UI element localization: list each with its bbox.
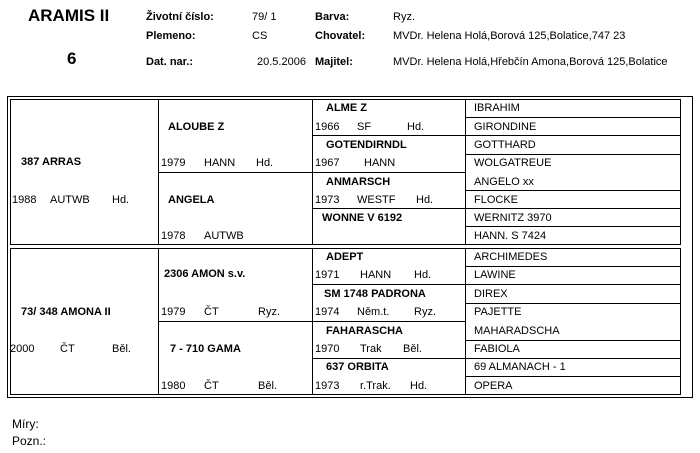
gen3-breed: HANN (364, 157, 396, 169)
gen3-breed: SF (357, 121, 372, 133)
gen3-name: 637 ORBITA (326, 361, 389, 373)
gen3-year: 1973 (315, 194, 340, 206)
gen3-name: FAHARASCHA (326, 325, 403, 337)
barva-value: Ryz. (393, 11, 415, 23)
gen4-name: FABIOLA (474, 343, 520, 355)
col-divider (465, 248, 466, 395)
gen3-name: GOTENDIRNDL (326, 139, 407, 151)
majitel-value: MVDr. Helena Holá,Hřebčín Amona,Borová 125,Bolatice (393, 56, 668, 68)
row-divider (465, 190, 681, 191)
gen3-year: 1970 (315, 343, 340, 355)
gen3-breed: HANN (360, 269, 392, 281)
gen4-name: ARCHIMEDES (474, 251, 548, 263)
gen2-color: Ryz. (258, 306, 280, 318)
gen3-year: 1971 (315, 269, 340, 281)
row-divider (158, 321, 465, 322)
horse-number: 6 (67, 49, 77, 68)
gen3-color: Hd. (416, 194, 434, 206)
gen4-name: LAWINE (474, 269, 516, 281)
gen4-name: DIREX (474, 288, 508, 300)
sire-name: 387 ARRAS (21, 156, 82, 168)
sire-year: 1988 (12, 194, 37, 206)
gen3-year: 1974 (315, 306, 340, 318)
row-divider (158, 172, 465, 173)
gen4-name: WERNITZ 3970 (474, 212, 552, 224)
gen4-name: ANGELO xx (474, 176, 534, 188)
zivotni-cislo-label: Životní číslo: (146, 11, 214, 23)
gen3-breed: Trak (360, 343, 382, 355)
row-divider (465, 117, 681, 118)
gen3-breed: r.Trak. (360, 380, 391, 392)
gen2-year: 1980 (161, 380, 186, 392)
gen4-name: MAHARADSCHA (474, 325, 560, 337)
dat-nar-label: Dat. nar.: (146, 56, 194, 68)
gen4-name: FLOCKE (474, 194, 519, 206)
dam-year: 2000 (10, 343, 35, 355)
gen3-name: ALME Z (326, 102, 367, 114)
dam-color: Běl. (112, 343, 131, 355)
row-divider (312, 284, 681, 285)
gen3-name: ANMARSCH (326, 176, 391, 188)
miry-label: Míry: (12, 417, 39, 431)
gen3-name: ADEPT (326, 251, 364, 263)
gen3-color: Ryz. (414, 306, 436, 318)
gen3-name: WONNE V 6192 (322, 212, 403, 224)
gen3-color: Běl. (403, 343, 422, 355)
row-divider (465, 154, 681, 155)
sire-breed: AUTWB (50, 194, 90, 206)
barva-label: Barva: (315, 11, 350, 23)
gen2-breed: HANN (204, 157, 236, 169)
gen2-breed: ČT (204, 380, 219, 392)
sire-color: Hd. (112, 194, 130, 206)
gen2-name: 2306 AMON s.v. (164, 268, 246, 280)
row-divider (312, 208, 681, 209)
gen3-color: Hd. (414, 269, 432, 281)
pozn-label: Pozn.: (12, 434, 47, 448)
zivotni-cislo-value: 79/ 1 (252, 11, 277, 23)
gen2-year: 1979 (161, 157, 186, 169)
gen3-year: 1966 (315, 121, 340, 133)
gen2-breed: ČT (204, 306, 219, 318)
gen2-name: 7 - 710 GAMA (170, 343, 241, 355)
row-divider (465, 266, 681, 267)
majitel-label: Majitel: (315, 56, 353, 68)
row-divider (465, 303, 681, 304)
gen3-year: 1973 (315, 380, 340, 392)
gen2-color: Hd. (256, 157, 274, 169)
gen2-name: ANGELA (168, 194, 215, 206)
gen4-name: OPERA (474, 380, 513, 392)
row-divider (312, 358, 681, 359)
row-divider (465, 226, 681, 227)
gen4-name: GOTTHARD (474, 139, 536, 151)
gen2-color: Běl. (258, 380, 277, 392)
gen2-name: ALOUBE Z (168, 121, 225, 133)
col-divider (465, 99, 466, 245)
dat-nar-value: 20.5.2006 (257, 56, 306, 68)
gen2-year: 1978 (161, 230, 186, 242)
plemeno-label: Plemeno: (146, 30, 196, 42)
horse-name: ARAMIS II (28, 6, 110, 25)
gen2-year: 1979 (161, 306, 186, 318)
gen4-name: PAJETTE (474, 306, 522, 318)
gen4-name: IBRAHIM (474, 102, 520, 114)
row-divider (465, 376, 681, 377)
gen3-color: Hd. (407, 121, 425, 133)
row-divider (312, 135, 681, 136)
gen3-year: 1967 (315, 157, 340, 169)
gen4-name: GIRONDINE (474, 121, 537, 133)
gen4-name: 69 ALMANACH - 1 (474, 361, 566, 373)
gen4-name: HANN. S 7424 (474, 230, 547, 242)
dam-breed: ČT (60, 343, 75, 355)
gen4-name: WOLGATREUE (474, 157, 552, 169)
gen3-breed: Něm.t. (357, 306, 390, 318)
chovatel-value: MVDr. Helena Holá,Borová 125,Bolatice,747 23 (393, 30, 626, 42)
row-divider (465, 340, 681, 341)
dam-name: 73/ 348 AMONA II (21, 306, 111, 318)
gen3-color: Hd. (410, 380, 428, 392)
gen3-breed: WESTF (357, 194, 396, 206)
plemeno-value: CS (252, 30, 268, 42)
chovatel-label: Chovatel: (315, 30, 366, 42)
gen2-breed: AUTWB (204, 230, 244, 242)
gen3-name: SM 1748 PADRONA (324, 288, 426, 300)
